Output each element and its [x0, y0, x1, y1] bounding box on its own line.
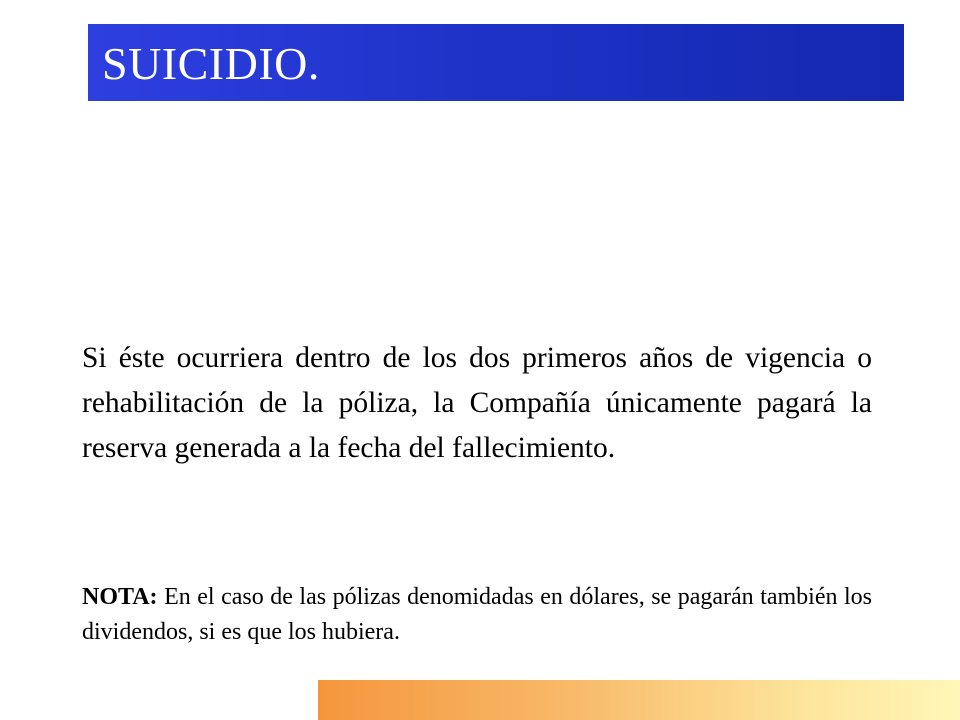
title-bar — [88, 24, 904, 101]
slide-title: SUICIDIO. — [102, 38, 320, 89]
note-label: NOTA: — [82, 584, 158, 610]
note-content: En el caso de las pólizas denomidadas en dólares, se pagarán también los dividendos, si es que los hubiera. — [82, 584, 872, 645]
body-paragraph: Si éste ocurriera dentro de los dos primeros años de vigencia o rehabilitación de la póliza, la Compañía únicamente pagará la reserva generada a la fecha del fallecimiento. — [82, 342, 872, 464]
note-paragraph — [82, 580, 872, 650]
decorative-gradient-bar — [318, 680, 960, 720]
